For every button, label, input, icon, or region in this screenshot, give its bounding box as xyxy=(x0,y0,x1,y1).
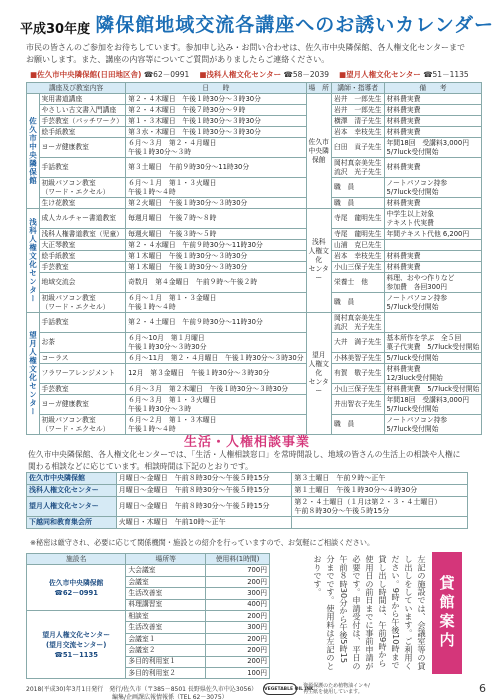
course-datetime: 第３水・木曜日 午後１時30分～３時30分 xyxy=(126,127,306,138)
course-datetime: ６月～１月 第１・３火曜日 午後１時～４時 xyxy=(126,178,306,198)
room-name: 大会議室 xyxy=(126,565,206,576)
weekend-hours: 第１土曜日 午後１時30分～４時30分 xyxy=(292,485,468,497)
course-name: やさしい古文書入門講座 xyxy=(39,105,126,116)
header-facility: 施設名 xyxy=(27,554,126,565)
table-row xyxy=(27,313,482,333)
room-name: 会議室 xyxy=(126,576,206,587)
course-notes: 中学生以上対象 テキスト代実費 xyxy=(384,209,482,229)
course-instructor: 寺尾 龍明先生 xyxy=(331,209,384,229)
course-datetime: 第１木曜日 午後１時30分～３時30分 xyxy=(126,262,306,273)
course-notes: ノートパソコン持参 5/7luck受付開始 xyxy=(384,178,482,198)
room-name: 会議室２ xyxy=(126,645,206,656)
course-datetime: 奇数月 第４金曜日 午前９時～午後２時 xyxy=(126,273,306,293)
course-notes: 年間テキスト代他 6,200円 xyxy=(384,229,482,240)
course-notes: 材料費実費 xyxy=(384,116,482,127)
room-name: 料理講習室 xyxy=(126,599,206,610)
vegetable-ink-logo: VEGETABLE OIL INK xyxy=(263,683,297,695)
course-instructor: 岡村真奈美先生 流沢 光子先生 xyxy=(331,158,384,178)
course-notes: 材料費実費 xyxy=(384,94,482,105)
course-instructor: 寺尾 龍明先生 xyxy=(331,229,384,240)
course-instructor: 栄養士 他 xyxy=(331,273,384,293)
table-row xyxy=(27,262,482,273)
course-name: 手芸教室 xyxy=(39,262,126,273)
room-name: 多目的利用室２ xyxy=(126,667,206,678)
course-datetime: 第２・４土曜日 午前９時30分～11時30分 xyxy=(126,313,306,333)
course-datetime: 第２・４木曜日 午後１時30分～３時30分 xyxy=(126,94,306,105)
course-name: ヨーガ健康教室 xyxy=(39,138,126,158)
rental-row xyxy=(27,565,270,576)
course-notes: 料理、おやつ作りなど 参加費 各回300円 xyxy=(384,273,482,293)
table-row xyxy=(27,353,482,364)
rental-facility: 望月人権文化センター (望月交流センター) ☎51－1135 xyxy=(27,610,126,678)
course-name: 手芸教室（パッチワーク） xyxy=(39,116,126,127)
course-instructor: 職 員 xyxy=(331,293,384,313)
header-datetime: 日 時 xyxy=(126,83,306,94)
room-name: 会議室１ xyxy=(126,633,206,644)
course-name: 初級パソコン教室 （ワード・エクセル） xyxy=(39,293,126,313)
rental-row xyxy=(27,610,270,621)
rental-header-row xyxy=(27,554,270,565)
course-notes: 材料費実費 xyxy=(384,158,482,178)
room-fee: 300円 xyxy=(206,588,270,599)
course-name: 地域交流会 xyxy=(39,273,126,293)
course-name: 初級パソコン教室 （ワード・エクセル） xyxy=(39,415,126,435)
room-fee: 700円 xyxy=(206,565,270,576)
course-name: 浅科人権書道教室（児童） xyxy=(39,229,126,240)
course-notes: 材料費実費 12/3luck受付開始 xyxy=(384,364,482,384)
header-notes: 備 考 xyxy=(384,83,482,94)
table-row xyxy=(27,364,482,384)
group-label: 望月人権文化センター xyxy=(27,313,40,435)
course-name: 大正琴教室 xyxy=(39,240,126,251)
footer-editor: 編集/企画課広報情報係（TEL 62－3075） xyxy=(112,694,228,700)
consultation-intro: 佐久市中央隣保館、各人権文化センターでは、「生活・人権相談窓口」を常時開設し、地域の皆さんの生活上の相談や人権に関わる相談などに応じています。相談時間は下記のとおりです。 xyxy=(28,450,461,471)
rental-description: 左記の施設では、会議室等の貸し出しをしています。ご利用ください。9時から午後10時まで貸し出し時間は、午前9時から使用日の前日までに事前申請が必要です。申請受付は、平日の午前８時30分から午後5時15分までです。使用料は左記のとおりです。 xyxy=(313,555,427,670)
course-name: 実用書道講座 xyxy=(39,94,126,105)
course-instructor: 岩本 幸枝先生 xyxy=(331,127,384,138)
table-header-row xyxy=(27,83,482,94)
course-notes: ノートパソコン持参 5/7luck受付開始 xyxy=(384,415,482,435)
weekend-hours xyxy=(292,517,468,529)
table-row xyxy=(27,158,482,178)
course-datetime: ６月～３月 第１・３火曜日 午後１時30分～３時 xyxy=(126,395,306,415)
table-row xyxy=(27,178,482,198)
course-instructor: 職 員 xyxy=(331,198,384,209)
course-venue: 浅科 人権文化 センター xyxy=(306,209,331,313)
contacts xyxy=(30,69,470,80)
course-datetime: 第２・４水曜日 午前９時30分～11時30分 xyxy=(126,240,306,251)
room-name: 多目的利用室１ xyxy=(126,656,206,667)
facility-name: 佐久市中央隣保館 xyxy=(27,473,117,485)
weekday-hours: 月曜日～金曜日 午前８時30分～午後５時15分 xyxy=(116,497,292,517)
footer-env-note: 資源保護のため植物油インキ/再生紙を使用しています。 xyxy=(303,682,370,695)
table-row xyxy=(27,251,482,262)
room-fee: 400円 xyxy=(206,599,270,610)
course-instructor: 小林美智子先生 xyxy=(331,353,384,364)
course-name: ヨーガ健康教室 xyxy=(39,395,126,415)
facility-name: 望月人権文化センター xyxy=(27,497,117,517)
table-row xyxy=(27,94,482,105)
table-row xyxy=(27,138,482,158)
room-fee: 200円 xyxy=(206,576,270,587)
header-course: 講座及び教室内容 xyxy=(27,83,126,94)
course-venue: 望月 人権文化 センター xyxy=(306,313,331,435)
table-row xyxy=(27,127,482,138)
privacy-note: ※秘密は厳守され、必要に応じて関係機関・施設との紹介を行っていますので、お気軽にご相談ください。 xyxy=(30,538,375,547)
title-year: 平成30年度 xyxy=(20,22,91,37)
facility-name: 浅科人権文化センター xyxy=(27,485,117,497)
weekday-hours: 月曜日～金曜日 午前８時30分～午後５時15分 xyxy=(116,473,292,485)
group-label: 佐久市中央隣保館 xyxy=(27,94,40,209)
course-instructor: 岡村真奈美先生 流沢 光子先生 xyxy=(331,313,384,333)
course-notes: ノートパソコン持参 5/7luck受付開始 xyxy=(384,293,482,313)
course-datetime: 第２火曜日 午後１時30分～３時30分 xyxy=(126,198,306,209)
course-instructor: 岩本 幸枝先生 xyxy=(331,251,384,262)
intro-text: 市民の皆さんのご参加をお待ちしています。参加申し込み・お問い合わせは、佐久市中央隣保館、各人権文化センターまでお願いします。また、講座の内容等についてご質問がありましたらご連絡ください。 xyxy=(26,43,466,64)
table-row xyxy=(27,229,482,240)
table-row xyxy=(27,240,482,251)
room-fee: 100円 xyxy=(206,667,270,678)
rental-title: 貸館案内 xyxy=(432,552,462,674)
table-row xyxy=(27,198,482,209)
course-datetime: 第２・４木曜日 午後７時30分～９時 xyxy=(126,105,306,116)
course-datetime: ６月～３月 第２・４月曜日 午後１時30分～３時 xyxy=(126,138,306,158)
course-datetime: ６月～10月 第１月曜日 午後１時30分～３時30分 xyxy=(126,333,306,353)
table-row xyxy=(27,209,482,229)
consultation-row xyxy=(27,517,468,529)
header-instructor: 講師・指導者 xyxy=(331,83,384,94)
course-name: 手芸教室 xyxy=(39,384,126,395)
room-name: 生活改善室 xyxy=(126,588,206,599)
course-name: 手話教室 xyxy=(39,313,126,333)
table-row xyxy=(27,116,482,127)
consultation-table xyxy=(26,472,468,529)
group-label: 浅科人権文化センター xyxy=(27,209,40,313)
course-instructor: 山浦 克巳先生 xyxy=(331,240,384,251)
header-fee: 使用料(1時間) xyxy=(206,554,270,565)
course-instructor: 大井 満子先生 xyxy=(331,333,384,353)
consultation-row xyxy=(27,485,468,497)
course-datetime: 12月 第３金曜日 午後１時30分～３時30分 xyxy=(126,364,306,384)
page-title xyxy=(20,10,494,37)
course-notes: 材料費実費 xyxy=(384,127,482,138)
course-instructor: 井出智衣子先生 xyxy=(331,395,384,415)
course-instructor: 職 員 xyxy=(331,415,384,435)
footer-publisher: 発行/佐久市（〒385－8501 長野県佐久市中込3056） xyxy=(109,686,258,693)
contact-mochizuki: ■望月人権文化センター ☎51－1135 xyxy=(339,70,469,79)
table-row xyxy=(27,395,482,415)
course-name: お茶 xyxy=(39,333,126,353)
course-notes: 基本所作を学ぶ 全５回 菓子代実費 5/7luck受付開始 xyxy=(384,333,482,353)
course-datetime: 第１・３木曜日 午後１時30分～３時30分 xyxy=(126,116,306,127)
course-notes xyxy=(384,240,482,251)
course-notes: 材料費実費 5/7luck受付開始 xyxy=(384,384,482,395)
table-row xyxy=(27,333,482,353)
course-datetime: ６月～２月 第１・３木曜日 午後１時～４時 xyxy=(126,415,306,435)
course-datetime: ６月～１月 第１・３金曜日 午後１時～４時 xyxy=(126,293,306,313)
consultation-row xyxy=(27,497,468,517)
weekend-hours: 第３土曜日 午前９時～正午 xyxy=(292,473,468,485)
rental-facility: 佐久市中央隣保館 ☎62－0991 xyxy=(27,565,126,611)
room-fee: 200円 xyxy=(206,645,270,656)
table-row xyxy=(27,384,482,395)
room-fee: 200円 xyxy=(206,633,270,644)
course-notes: 材料費実費 xyxy=(384,105,482,116)
course-name: 絵手紙教室 xyxy=(39,127,126,138)
weekend-hours: 第２・４土曜日（１月は第２・３・４土曜日） 午前８時30分～午後５時15分 xyxy=(292,497,468,517)
room-name: 生活改善室 xyxy=(126,622,206,633)
contact-asashina: ■浅科人権文化センター ☎58－2039 xyxy=(199,70,329,79)
course-instructor: 小山三保子先生 xyxy=(331,262,384,273)
course-instructor: 有賀 敬子先生 xyxy=(331,364,384,384)
course-datetime: 毎週火曜日 午後３時～５時 xyxy=(126,229,306,240)
course-instructor: 岩井 一郎先生 xyxy=(331,105,384,116)
course-notes: 年間18回 受講料3,000円 5/7luck受付開始 xyxy=(384,138,482,158)
page-number: 6 xyxy=(479,682,486,695)
header-place: 場 所 xyxy=(306,83,331,94)
table-row xyxy=(27,293,482,313)
room-fee: 200円 xyxy=(206,610,270,621)
course-name: 成人カルチャー書道教室 xyxy=(39,209,126,229)
contact-chuo: ■佐久市中央隣保館(日田地区舎) ☎62－0991 xyxy=(30,70,190,79)
footer-date: 2018(平成30)年3月1日発行 xyxy=(26,686,104,693)
course-name: 生け花教室 xyxy=(39,198,126,209)
course-calendar-table xyxy=(26,82,482,435)
course-name: 手話教室 xyxy=(39,158,126,178)
facility-rental-table xyxy=(26,553,270,679)
course-datetime: 第１木曜日 午後１時30分～３時30分 xyxy=(126,251,306,262)
facility-name: 下越同和教育集会所 xyxy=(27,517,117,529)
table-row xyxy=(27,105,482,116)
room-fee: 200円 xyxy=(206,656,270,667)
room-fee: 300円 xyxy=(206,622,270,633)
course-instructor: 小山三保子先生 xyxy=(331,384,384,395)
course-notes: 年間18回 受講料3,000円 5/7luck受付開始 xyxy=(384,395,482,415)
course-notes: 材料費実費 xyxy=(384,262,482,273)
course-notes: 材料費実費 xyxy=(384,198,482,209)
header-room: 場所等 xyxy=(126,554,206,565)
consultation-row xyxy=(27,473,468,485)
course-name: コーラス xyxy=(39,353,126,364)
course-name: 初級パソコン教室 （ワード・エクセル） xyxy=(39,178,126,198)
course-datetime: 第３土曜日 午前９時30分～11時30分 xyxy=(126,158,306,178)
course-notes: 材料費実費 xyxy=(384,251,482,262)
course-instructor: 岩井 一郎先生 xyxy=(331,94,384,105)
course-notes xyxy=(384,313,482,333)
title-main: 隣保館地域交流各講座へのお誘いカレンダー xyxy=(95,14,494,36)
course-instructor: 職 員 xyxy=(331,178,384,198)
weekday-hours: 月曜日～金曜日 午前８時30分～午後５時15分 xyxy=(116,485,292,497)
section-title-consultation: 生活・人権相談事業 xyxy=(183,435,310,450)
course-name: フラワーアレンジメント xyxy=(39,364,126,384)
footer xyxy=(26,682,486,695)
course-name: 絵手紙教室 xyxy=(39,251,126,262)
course-notes: 5/7luck受付開始 xyxy=(384,353,482,364)
course-datetime: ６月～３月 第２木曜日 午後１時30分～３時30分 xyxy=(126,384,306,395)
course-datetime: ６月～11月 第２・４月曜日 午後１時30分～３時30分 xyxy=(126,353,306,364)
table-row xyxy=(27,273,482,293)
course-instructor: 臼田 貢子先生 xyxy=(331,138,384,158)
course-venue: 佐久市 中央隣保館 xyxy=(306,94,331,209)
room-name: 相談室 xyxy=(126,610,206,621)
weekday-hours: 火曜日・木曜日 午前10時～正午 xyxy=(116,517,292,529)
course-datetime: 毎週月曜日 午後７時～８時 xyxy=(126,209,306,229)
course-instructor: 横澤 清子先生 xyxy=(331,116,384,127)
